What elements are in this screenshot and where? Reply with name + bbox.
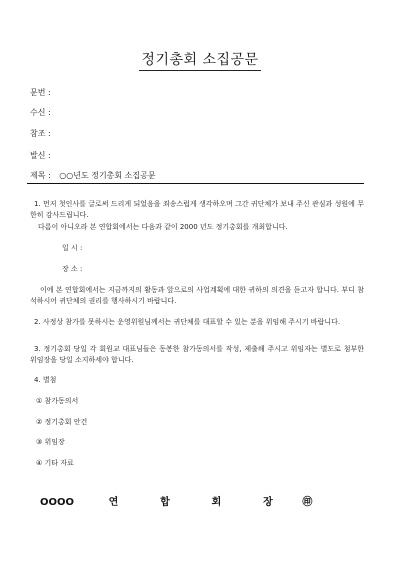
place-label: 장 소 :: [62, 265, 83, 273]
field-reference: [30, 128, 51, 139]
field-subject-label: 제목 :: [30, 171, 51, 180]
paragraph-3: 2. 사정상 참가를 못하시는 운영위원님께서는 귀단체를 대표할 수 있는 분을 위임해 주시기 바랍니다.: [34, 318, 341, 326]
attachment-item: ④ 기타 자료: [36, 459, 74, 467]
seal-mark: ㊞: [302, 497, 313, 508]
document-title: 정기총회 소집공문: [141, 52, 259, 68]
paragraph-2: 이에 본 연합회에서는 지금까지의 활동과 앞으로의 사업계획에 대한 귀하의 의견을 듣고자 합니다. 부디 참석하시어 귀단체의 권리를 행사하시기 바랍니다.: [30, 286, 364, 305]
date-label: 일 시 :: [62, 244, 83, 252]
title-underline: [139, 70, 261, 71]
org-char: 연: [108, 497, 119, 508]
paragraph-4: 3. 정기총회 당일 각 회원교 대표님들은 동봉한 참가동의서를 작성, 제출해 주시고 위임자는 별도로 첨부한 위임장을 당일 소지하세야 합니다.: [30, 345, 364, 364]
field-sender-label: 발신 :: [30, 151, 51, 160]
field-doc-number: [30, 87, 51, 98]
field-reference-label: 참조 :: [30, 129, 51, 138]
attachment-item: ③ 위임장: [36, 438, 65, 446]
attachments-title: 4. 별첨: [34, 376, 57, 384]
field-doc-number-label: 문번 :: [30, 88, 51, 97]
attachment-item: ② 정기총회 안건: [36, 418, 88, 426]
field-recipient: [30, 107, 51, 118]
signature-line: [40, 493, 319, 508]
org-name: OOOO: [40, 497, 75, 508]
org-char: 장: [263, 497, 273, 508]
org-char: 합: [160, 497, 170, 508]
field-sender: [30, 150, 51, 161]
field-subject-value: ○○년도 정기총회 소집공문: [59, 171, 156, 180]
field-subject: [30, 170, 156, 181]
field-recipient-label: 수신 :: [30, 108, 51, 117]
attachment-item: ① 참가동의서: [36, 397, 79, 405]
org-char: 회: [211, 497, 222, 508]
paragraph-1: 1. 먼저 첫인사를 글로써 드리게 되었음을 죄송스럽게 생각하오며 그간 귀단체가 보내 주신 관심과 성원에 무한히 감사드립니다.: [30, 200, 364, 219]
header-divider: [27, 183, 364, 184]
paragraph-1b: 다름이 아니오라 본 연합회에서는 다음과 같이 2000 년도 정기총회를 개최합니다.: [38, 223, 288, 231]
